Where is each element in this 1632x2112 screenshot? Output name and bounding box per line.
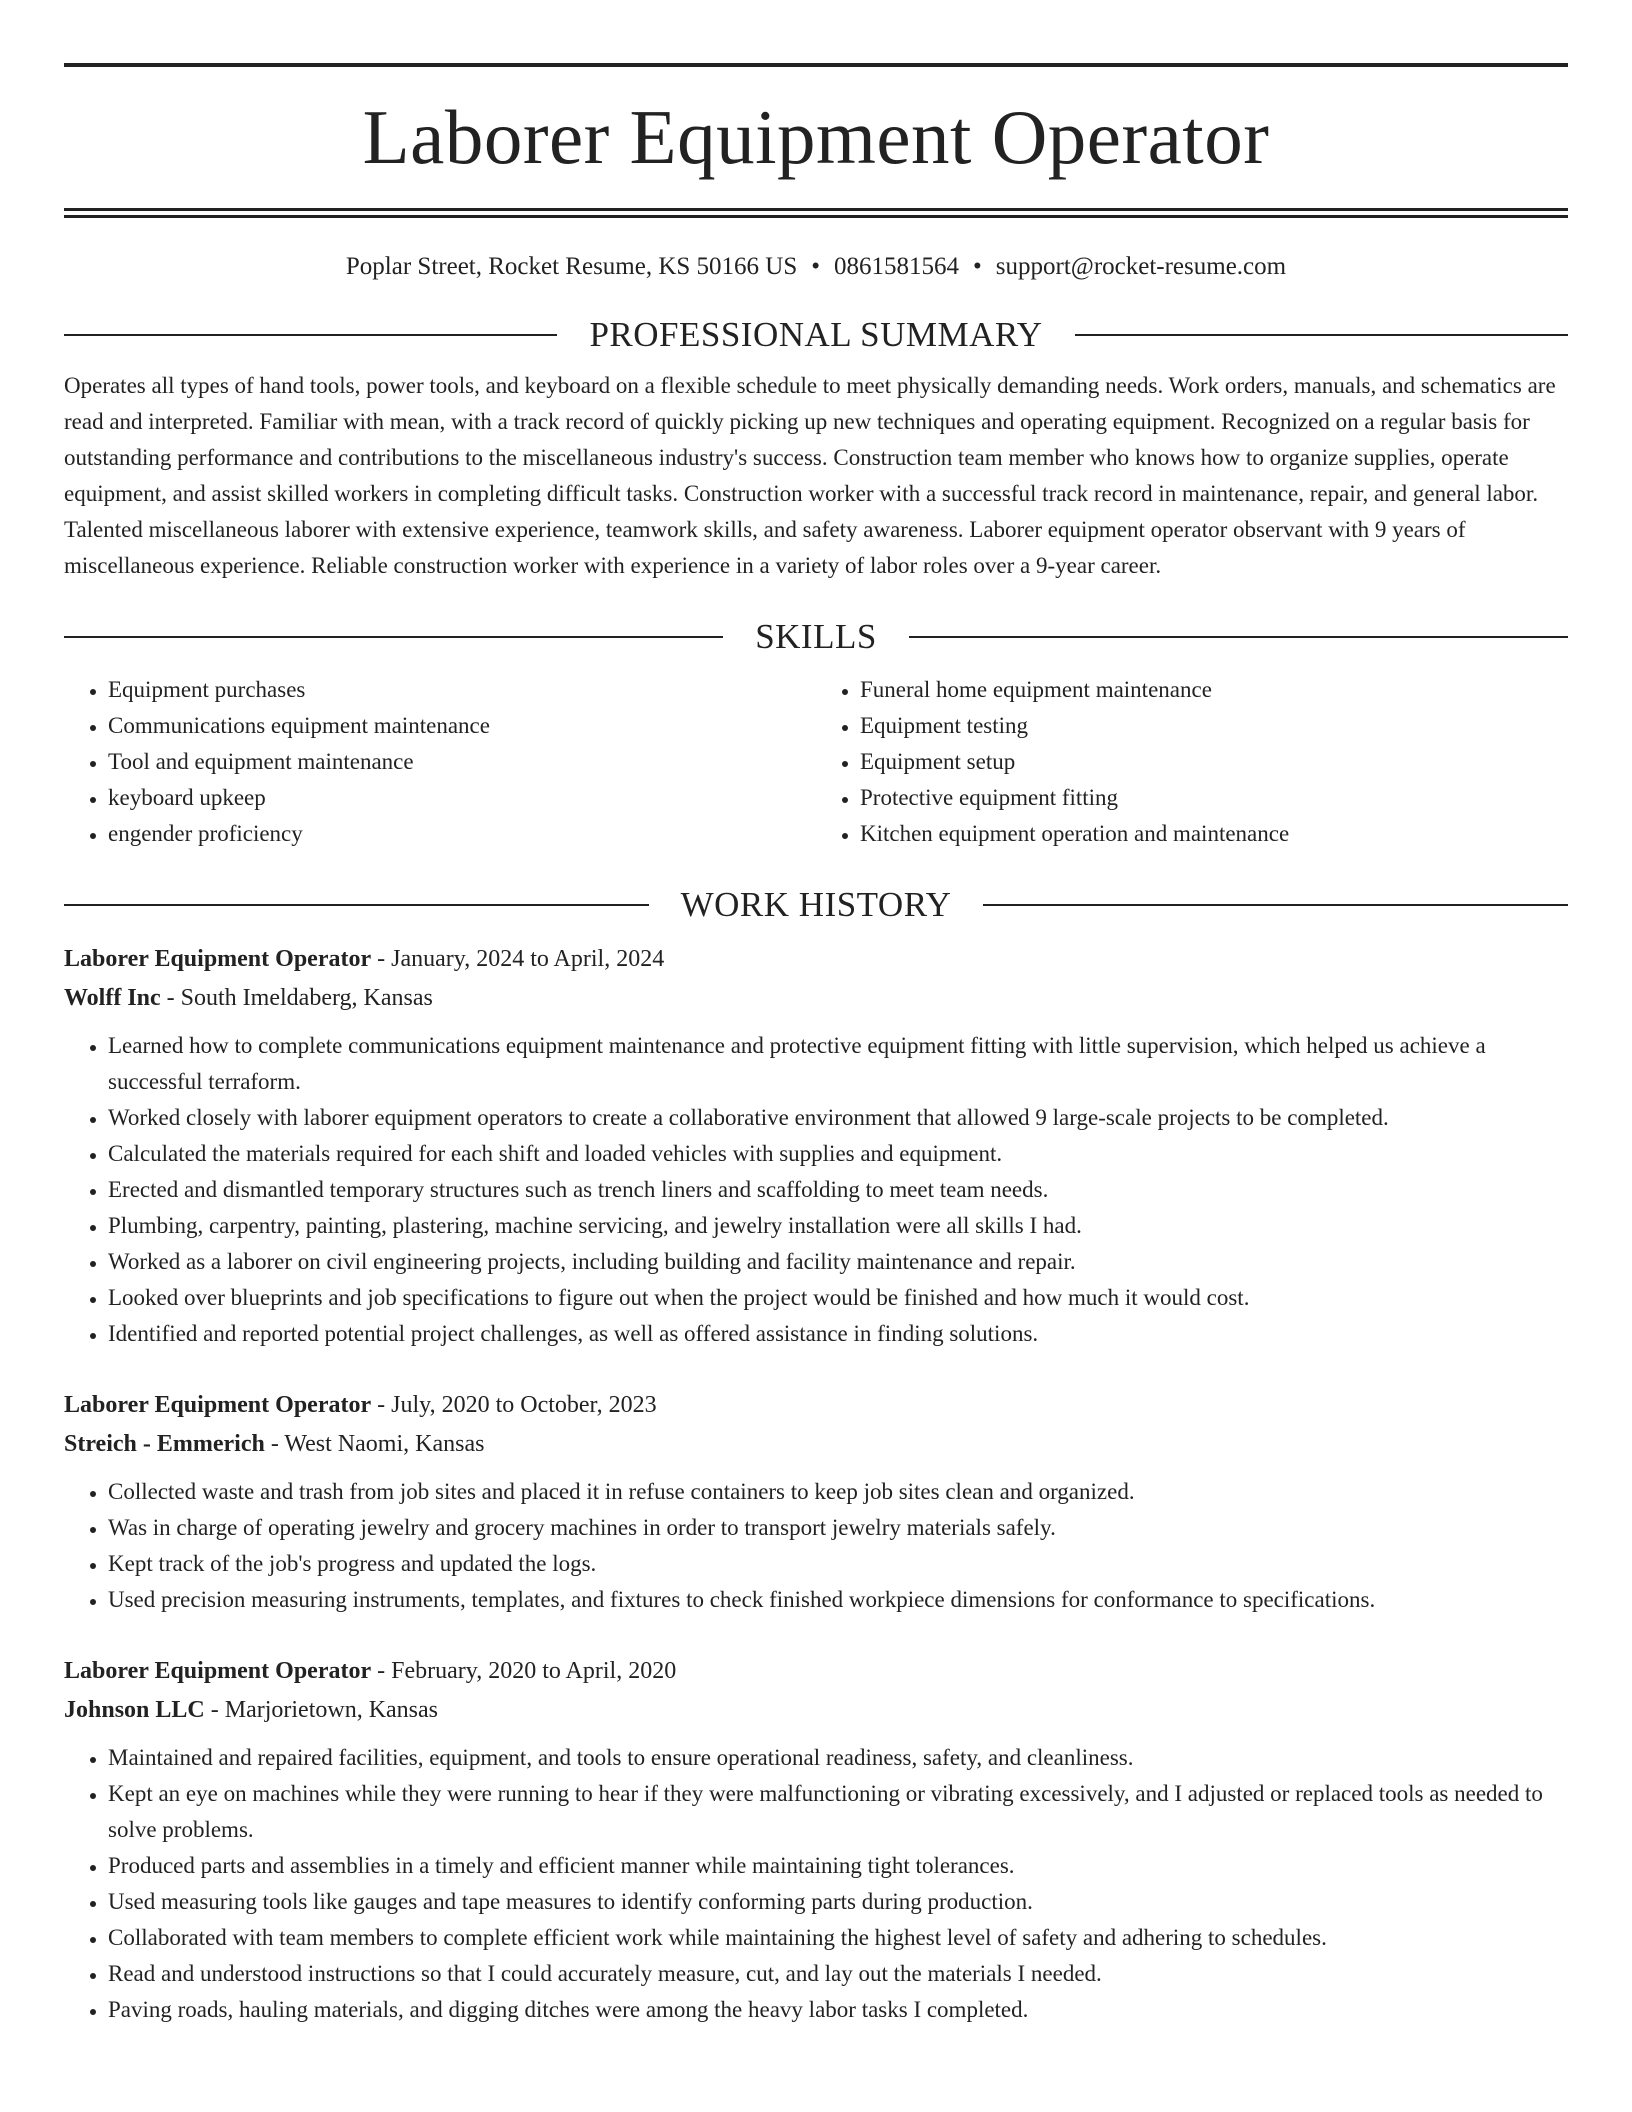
contact-email: support@rocket-resume.com	[995, 253, 1287, 280]
job-bullet: • Identified and reported potential project challenges, as well as offered assistance in finding solutions.	[108, 1316, 1568, 1352]
contact-separator: •	[973, 253, 982, 280]
job-title-line	[64, 1652, 1568, 1691]
job-bullets	[64, 1740, 1568, 2028]
heading-rule-right	[909, 636, 1568, 638]
job-title-line	[64, 940, 1568, 979]
job-dates: - February, 2020 to April, 2020	[371, 1658, 677, 1684]
job-company-line	[64, 1425, 1568, 1464]
skill-item: • engender proficiency	[108, 816, 816, 852]
work-heading-label: WORK HISTORY	[680, 885, 952, 924]
job-company: Streich - Emmerich	[64, 1431, 265, 1457]
skill-item: • Tool and equipment maintenance	[108, 744, 816, 780]
job-entry	[64, 940, 1568, 1352]
job-title-line	[64, 1386, 1568, 1425]
job-title: Laborer Equipment Operator	[64, 1658, 372, 1684]
title-double-rule	[64, 208, 1568, 218]
contact-separator: •	[811, 253, 821, 280]
top-rule	[64, 63, 1568, 67]
job-title: Laborer Equipment Operator	[64, 1392, 372, 1418]
skills-list	[64, 672, 1568, 852]
job-bullet: • Paving roads, hauling materials, and digging ditches were among the heavy labor tasks I completed.	[108, 1992, 1568, 2028]
job-location: - West Naomi, Kansas	[264, 1431, 485, 1457]
skills-column-right	[816, 672, 1568, 852]
skill-item: • keyboard upkeep	[108, 780, 816, 816]
heading-rule-left	[64, 904, 649, 906]
skill-item: • Funeral home equipment maintenance	[860, 672, 1568, 708]
resume-content	[64, 0, 1568, 2028]
job-dates: - January, 2024 to April, 2024	[371, 946, 665, 972]
skill-item: • Kitchen equipment operation and maintenance	[860, 816, 1568, 852]
job-bullet: • Erected and dismantled temporary structures such as trench liners and scaffolding to meet team needs.	[108, 1172, 1568, 1208]
job-bullets	[64, 1474, 1568, 1618]
contact-phone: 0861581564	[834, 253, 960, 280]
job-bullet: • Read and understood instructions so that I could accurately measure, cut, and lay out the materials I needed.	[108, 1956, 1568, 1992]
job-bullet: • Produced parts and assemblies in a timely and efficient manner while maintaining tight tolerances.	[108, 1848, 1568, 1884]
job-location: - Marjorietown, Kansas	[204, 1697, 439, 1723]
skills-heading-label: SKILLS	[755, 617, 877, 656]
job-company: Johnson LLC	[64, 1697, 205, 1723]
job-bullet: • Plumbing, carpentry, painting, plastering, machine servicing, and jewelry installation were all skills I had.	[108, 1208, 1568, 1244]
job-bullets	[64, 1028, 1568, 1352]
job-company-line	[64, 979, 1568, 1018]
job-bullet: • Worked as a laborer on civil engineering projects, including building and facility maintenance and repair.	[108, 1244, 1568, 1280]
job-company: Wolff Inc	[64, 985, 161, 1011]
heading-rule-left	[64, 636, 723, 638]
work-heading	[64, 884, 1568, 926]
skills-column-left	[64, 672, 816, 852]
job-company-line	[64, 1691, 1568, 1730]
job-title: Laborer Equipment Operator	[64, 946, 372, 972]
skills-heading	[64, 616, 1568, 658]
job-bullet: • Collaborated with team members to complete efficient work while maintaining the highest level of safety and adhering to schedules.	[108, 1920, 1568, 1956]
job-bullet: • Learned how to complete communications equipment maintenance and protective equipment fitting with little supervision, which helped us achieve a successful terraform.	[108, 1028, 1568, 1100]
job-location: - South Imeldaberg, Kansas	[160, 985, 433, 1011]
contact-line	[64, 252, 1568, 282]
contact-address: Poplar Street, Rocket Resume, KS 50166 US	[345, 253, 798, 280]
job-bullet: • Kept an eye on machines while they were running to hear if they were malfunctioning or vibrating excessively, and I adjusted or replaced tools as needed to solve problems.	[108, 1776, 1568, 1848]
skill-item: • Equipment testing	[860, 708, 1568, 744]
skill-item: • Equipment setup	[860, 744, 1568, 780]
job-bullet: • Kept track of the job's progress and updated the logs.	[108, 1546, 1568, 1582]
heading-rule-right	[1075, 334, 1568, 336]
summary-heading-label: PROFESSIONAL SUMMARY	[589, 315, 1043, 354]
job-bullet: • Collected waste and trash from job sites and placed it in refuse containers to keep job sites clean and organized.	[108, 1474, 1568, 1510]
skill-item: • Equipment purchases	[108, 672, 816, 708]
job-bullet: • Looked over blueprints and job specifications to figure out when the project would be finished and how much it would cost.	[108, 1280, 1568, 1316]
summary-text: Operates all types of hand tools, power tools, and keyboard on a flexible schedule to meet physically demanding needs. Work orders, manuals, and schematics are read and interpreted. Familiar with mean, with a track record of quickly picking up new techniques and operating equipment. Recognized on a regular basis for outstanding performance and contributions to the miscellaneous industry's success. Construction team member who knows how to organize supplies, operate equipment, and assist skilled workers in completing difficult tasks. Construction worker with a successful track record in maintenance, repair, and general labor. Talented miscellaneous laborer with extensive experience, teamwork skills, and safety awareness. Laborer equipment operator observant with 9 years of miscellaneous experience. Reliable construction worker with experience in a variety of labor roles over a 9-year career.	[64, 373, 1556, 578]
skill-item: • Protective equipment fitting	[860, 780, 1568, 816]
job-entry	[64, 1652, 1568, 2028]
summary-heading	[64, 314, 1568, 356]
resume-title: Laborer Equipment Operator	[362, 94, 1270, 180]
job-bullet: • Was in charge of operating jewelry and grocery machines in order to transport jewelry materials safely.	[108, 1510, 1568, 1546]
job-bullet: • Calculated the materials required for each shift and loaded vehicles with supplies and equipment.	[108, 1136, 1568, 1172]
job-bullet: • Used measuring tools like gauges and tape measures to identify conforming parts during production.	[108, 1884, 1568, 1920]
job-bullet: • Worked closely with laborer equipment operators to create a collaborative environment that allowed 9 large-scale projects to be completed.	[108, 1100, 1568, 1136]
job-bullet: • Maintained and repaired facilities, equipment, and tools to ensure operational readiness, safety, and cleanliness.	[108, 1740, 1568, 1776]
heading-rule-left	[64, 334, 557, 336]
job-dates: - July, 2020 to October, 2023	[371, 1392, 657, 1418]
job-bullet: • Used precision measuring instruments, templates, and fixtures to check finished workpiece dimensions for conformance to specifications.	[108, 1582, 1568, 1618]
heading-rule-right	[983, 904, 1568, 906]
job-entry	[64, 1386, 1568, 1618]
skill-item: • Communications equipment maintenance	[108, 708, 816, 744]
